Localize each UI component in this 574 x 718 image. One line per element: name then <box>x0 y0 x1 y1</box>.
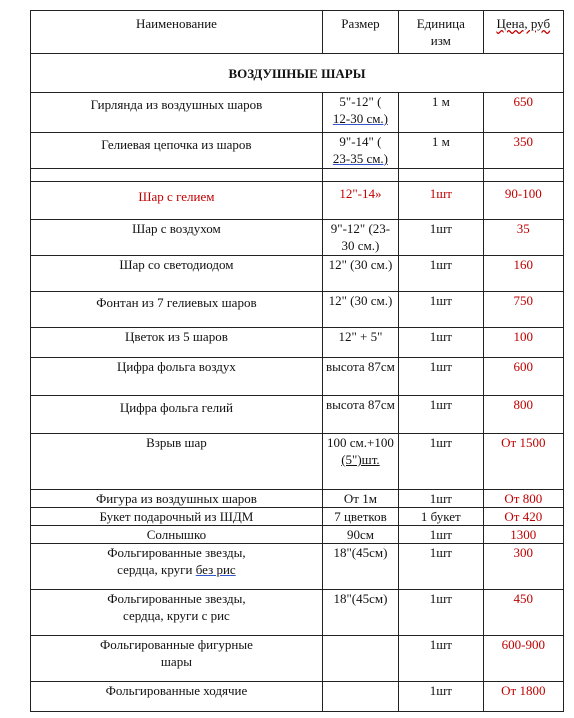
table-row <box>31 292 564 328</box>
item-size <box>322 93 398 133</box>
item-size-part: 23-35 см.) <box>332 151 389 166</box>
item-name-line: шары <box>160 654 192 669</box>
item-name: Цветок из 5 шаров <box>31 328 323 358</box>
item-name-line: Фольгированные фигурные <box>99 637 253 652</box>
item-price: 35 <box>483 220 563 256</box>
item-size: высота 87см <box>322 358 398 396</box>
item-name: Цифра фольга воздух <box>31 358 323 396</box>
item-name: Шар с воздухом <box>31 220 323 256</box>
item-name: Фигура из воздушных шаров <box>31 490 323 508</box>
item-size-part: 5"-12" ( <box>339 94 382 109</box>
item-name: Фонтан из 7 гелиевых шаров <box>31 292 323 328</box>
item-unit: 1шт <box>399 434 484 490</box>
item-name: Цифра фольга гелий <box>31 396 323 434</box>
item-price: 1300 <box>483 526 563 544</box>
section-title: ВОЗДУШНЫЕ ШАРЫ <box>31 54 564 93</box>
item-size <box>322 682 398 712</box>
item-price: 300 <box>483 544 563 590</box>
item-unit: 1шт <box>399 256 484 292</box>
item-size: 18"(45см) <box>322 590 398 636</box>
item-unit: 1шт <box>399 544 484 590</box>
item-price: 600-900 <box>483 636 563 682</box>
item-unit: 1 букет <box>399 508 484 526</box>
table-row <box>31 182 564 220</box>
table-row <box>31 490 564 508</box>
item-size: 90см <box>322 526 398 544</box>
header-price <box>483 11 563 54</box>
item-unit: 1шт <box>399 636 484 682</box>
item-price: 350 <box>483 133 563 169</box>
item-name: Букет подарочный из ШДМ <box>31 508 323 526</box>
item-unit: 1шт <box>399 292 484 328</box>
item-name <box>31 636 323 682</box>
item-size-part: 9"-14" ( <box>339 134 382 149</box>
item-price: 160 <box>483 256 563 292</box>
table-row <box>31 133 564 169</box>
header-row <box>31 11 564 54</box>
table-row <box>31 636 564 682</box>
table-row <box>31 544 564 590</box>
header-unit <box>399 11 484 54</box>
header-price-label: Цена, руб <box>496 16 551 31</box>
item-price: От 1800 <box>483 682 563 712</box>
item-size-part: 100 см.+100 <box>327 435 394 450</box>
item-name: Гирлянда из воздушных шаров <box>31 93 323 133</box>
item-unit: 1шт <box>399 182 484 220</box>
table-row <box>31 93 564 133</box>
table-row <box>31 256 564 292</box>
item-unit: 1шт <box>399 526 484 544</box>
item-unit: 1шт <box>399 682 484 712</box>
item-unit: 1шт <box>399 396 484 434</box>
item-unit: 1шт <box>399 328 484 358</box>
item-unit: 1шт <box>399 358 484 396</box>
item-price: От 800 <box>483 490 563 508</box>
item-price: 100 <box>483 328 563 358</box>
table-row <box>31 526 564 544</box>
item-name-line: Фольгированные звезды, <box>107 591 246 606</box>
header-unit-label: Единица изм <box>416 16 465 48</box>
item-price: 90-100 <box>483 182 563 220</box>
section-row <box>31 54 564 93</box>
item-size: От 1м <box>322 490 398 508</box>
table-row <box>31 358 564 396</box>
item-name-line: Фольгированные звезды, <box>107 545 246 560</box>
item-name: Взрыв шар <box>31 434 323 490</box>
item-price: 800 <box>483 396 563 434</box>
item-size-part: 12-30 см.) <box>332 111 389 126</box>
item-size-part: (5")шт. <box>341 452 380 467</box>
item-size: 12" (30 см.) <box>322 292 398 328</box>
table-row <box>31 434 564 490</box>
header-name: Наименование <box>31 11 323 54</box>
price-table <box>30 10 564 712</box>
item-price: 650 <box>483 93 563 133</box>
item-size: 18"(45см) <box>322 544 398 590</box>
item-price: От 420 <box>483 508 563 526</box>
item-unit: 1 м <box>399 93 484 133</box>
header-size: Размер <box>322 11 398 54</box>
item-size <box>322 636 398 682</box>
item-size: 9"-12" (23-30 см.) <box>322 220 398 256</box>
item-name: Фольгированные ходячие <box>31 682 323 712</box>
item-unit: 1шт <box>399 490 484 508</box>
item-name <box>31 590 323 636</box>
item-name-line: сердца, круги с рис <box>123 608 230 623</box>
item-price: 600 <box>483 358 563 396</box>
item-name-line: без рис <box>195 562 236 577</box>
item-price: 450 <box>483 590 563 636</box>
item-name: Гелиевая цепочка из шаров <box>31 133 323 169</box>
table-row <box>31 590 564 636</box>
item-size: высота 87см <box>322 396 398 434</box>
table-row <box>31 328 564 358</box>
item-name: Солнышко <box>31 526 323 544</box>
item-price: От 1500 <box>483 434 563 490</box>
item-size <box>322 133 398 169</box>
item-size <box>322 434 398 490</box>
item-size: 7 цветков <box>322 508 398 526</box>
item-unit: 1 м <box>399 133 484 169</box>
item-size: 12"-14» <box>322 182 398 220</box>
blank-row <box>31 169 564 182</box>
item-unit: 1шт <box>399 220 484 256</box>
table-row <box>31 508 564 526</box>
item-price: 750 <box>483 292 563 328</box>
item-name: Шар с гелием <box>31 182 323 220</box>
item-name-line: сердца, круги <box>117 562 193 577</box>
table-row <box>31 220 564 256</box>
item-name: Шар со светодиодом <box>31 256 323 292</box>
table-row <box>31 682 564 712</box>
item-unit: 1шт <box>399 590 484 636</box>
item-size: 12" (30 см.) <box>322 256 398 292</box>
table-row <box>31 396 564 434</box>
item-name <box>31 544 323 590</box>
item-size: 12" + 5" <box>322 328 398 358</box>
